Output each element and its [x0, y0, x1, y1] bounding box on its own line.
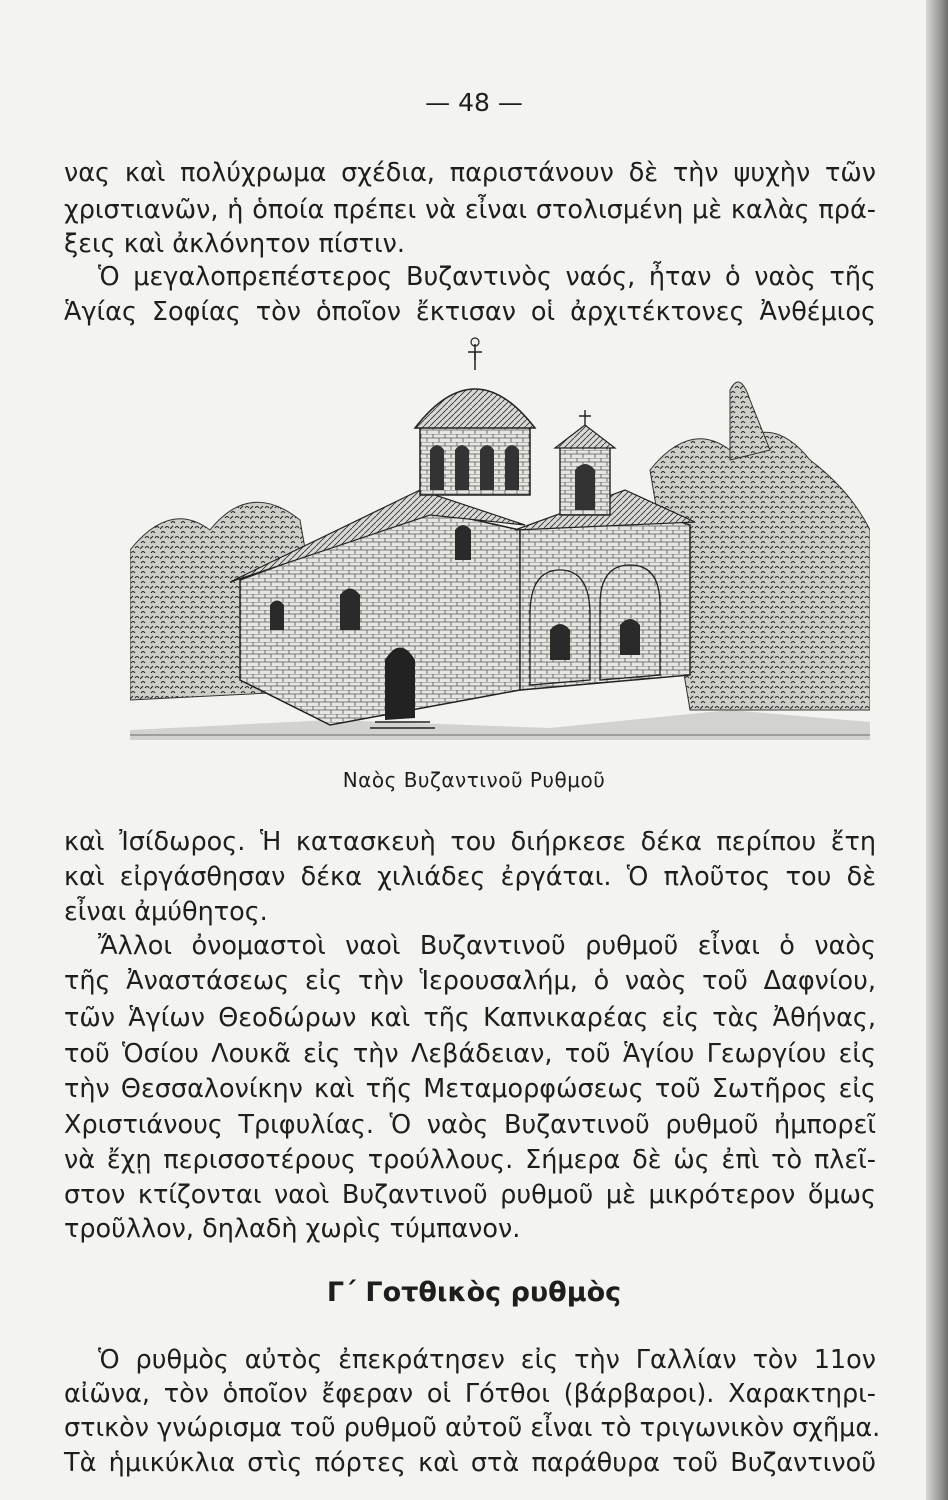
text-line: στον κτίζονται ναοὶ Βυζαντινοῦ ρυθμοῦ μὲ μικρότερον ὅμως [64, 1180, 876, 1210]
text-line: στικὸν γνώρισμα τοῦ ρυθμοῦ αὐτοῦ εἶναι τὸ τριγωνικὸν σχῆμα. [64, 1413, 881, 1443]
text-line: τροῦλλον, δηλαδὴ χωρὶς τύμπανον. [64, 1214, 521, 1244]
text-line: Ὁ ρυθμὸς αὐτὸς ἐπεκράτησεν εἰς τὴν Γαλλίαν τὸν 11ον [98, 1345, 876, 1375]
text-line: νὰ ἔχῃ περισσοτέρους τρούλλους. Σήμερα δὲ ὡς ἐπὶ τὸ πλεῖ- [64, 1145, 876, 1175]
text-line: τοῦ Ὁσίου Λουκᾶ εἰς τὴν Λεβάδειαν, τοῦ Ἁγίου Γεωργίου εἰς [64, 1039, 876, 1069]
text-line: Τὰ ἡμικύκλια στὶς πόρτες καὶ στὰ παράθυρα τοῦ Βυζαντινοῦ [64, 1448, 876, 1478]
text-line: νας καὶ πολύχρωμα σχέδια, παριστάνουν δὲ τὴν ψυχὴν τῶν [64, 158, 876, 188]
page-number: — 48 — [425, 88, 523, 117]
text-line: Ὁ μεγαλοπρεπέστερος Βυζαντινὸς ναός, ἦταν ὁ ναὸς τῆς [98, 262, 876, 292]
page-edge-shadow [926, 0, 948, 1500]
church-illustration [130, 330, 870, 750]
text-line: Χριστιάνους Τριφυλίας. Ὁ ναὸς Βυζαντινοῦ ρυθμοῦ ἠμπορεῖ [64, 1110, 876, 1140]
text-line: εἶναι ἀμύθητος. [64, 897, 268, 927]
text-line: ξεις καὶ ἀκλόνητον πίστιν. [64, 229, 405, 259]
text-line: χριστιανῶν, ἡ ὁποία πρέπει νὰ εἶναι στολισμένη μὲ καλὰς πρά- [64, 195, 876, 225]
text-line: καὶ Ἰσίδωρος. Ἡ κατασκευὴ του διήρκεσε δέκα περίπου ἔτη [64, 827, 876, 857]
text-line: τῶν Ἁγίων Θεοδώρων καὶ τῆς Καπνικαρέας εἰς τὰς Ἀθήνας, [64, 1003, 876, 1033]
text-line: καὶ εἰργάσθησαν δέκα χιλιάδες ἐργάται. Ὁ πλοῦτος του δὲ [64, 862, 876, 892]
section-heading: Γ΄ Γοτθικὸς ρυθμὸς [326, 1277, 622, 1308]
text-line: τῆς Ἀναστάσεως εἰς τὴν Ἱερουσαλήμ, ὁ ναὸς τοῦ Δαφνίου, [64, 966, 876, 996]
text-line: Ἁγίας Σοφίας τὸν ὁποῖον ἔκτισαν οἱ ἀρχιτέκτονες Ἀνθέμιος [64, 297, 876, 327]
text-line: αἰῶνα, τὸν ὁποῖον ἔφεραν οἱ Γότθοι (βάρβαροι). Χαρακτηρι- [64, 1379, 876, 1409]
figure-caption: Ναὸς Βυζαντινοῦ Ρυθμοῦ [342, 768, 606, 792]
text-line: τὴν Θεσσαλονίκην καὶ τῆς Μεταμορφώσεως τοῦ Σωτῆρος εἰς [64, 1074, 876, 1104]
text-line: Ἄλλοι ὀνομαστοὶ ναοὶ Βυζαντινοῦ ρυθμοῦ εἶναι ὁ ναὸς [98, 931, 876, 961]
